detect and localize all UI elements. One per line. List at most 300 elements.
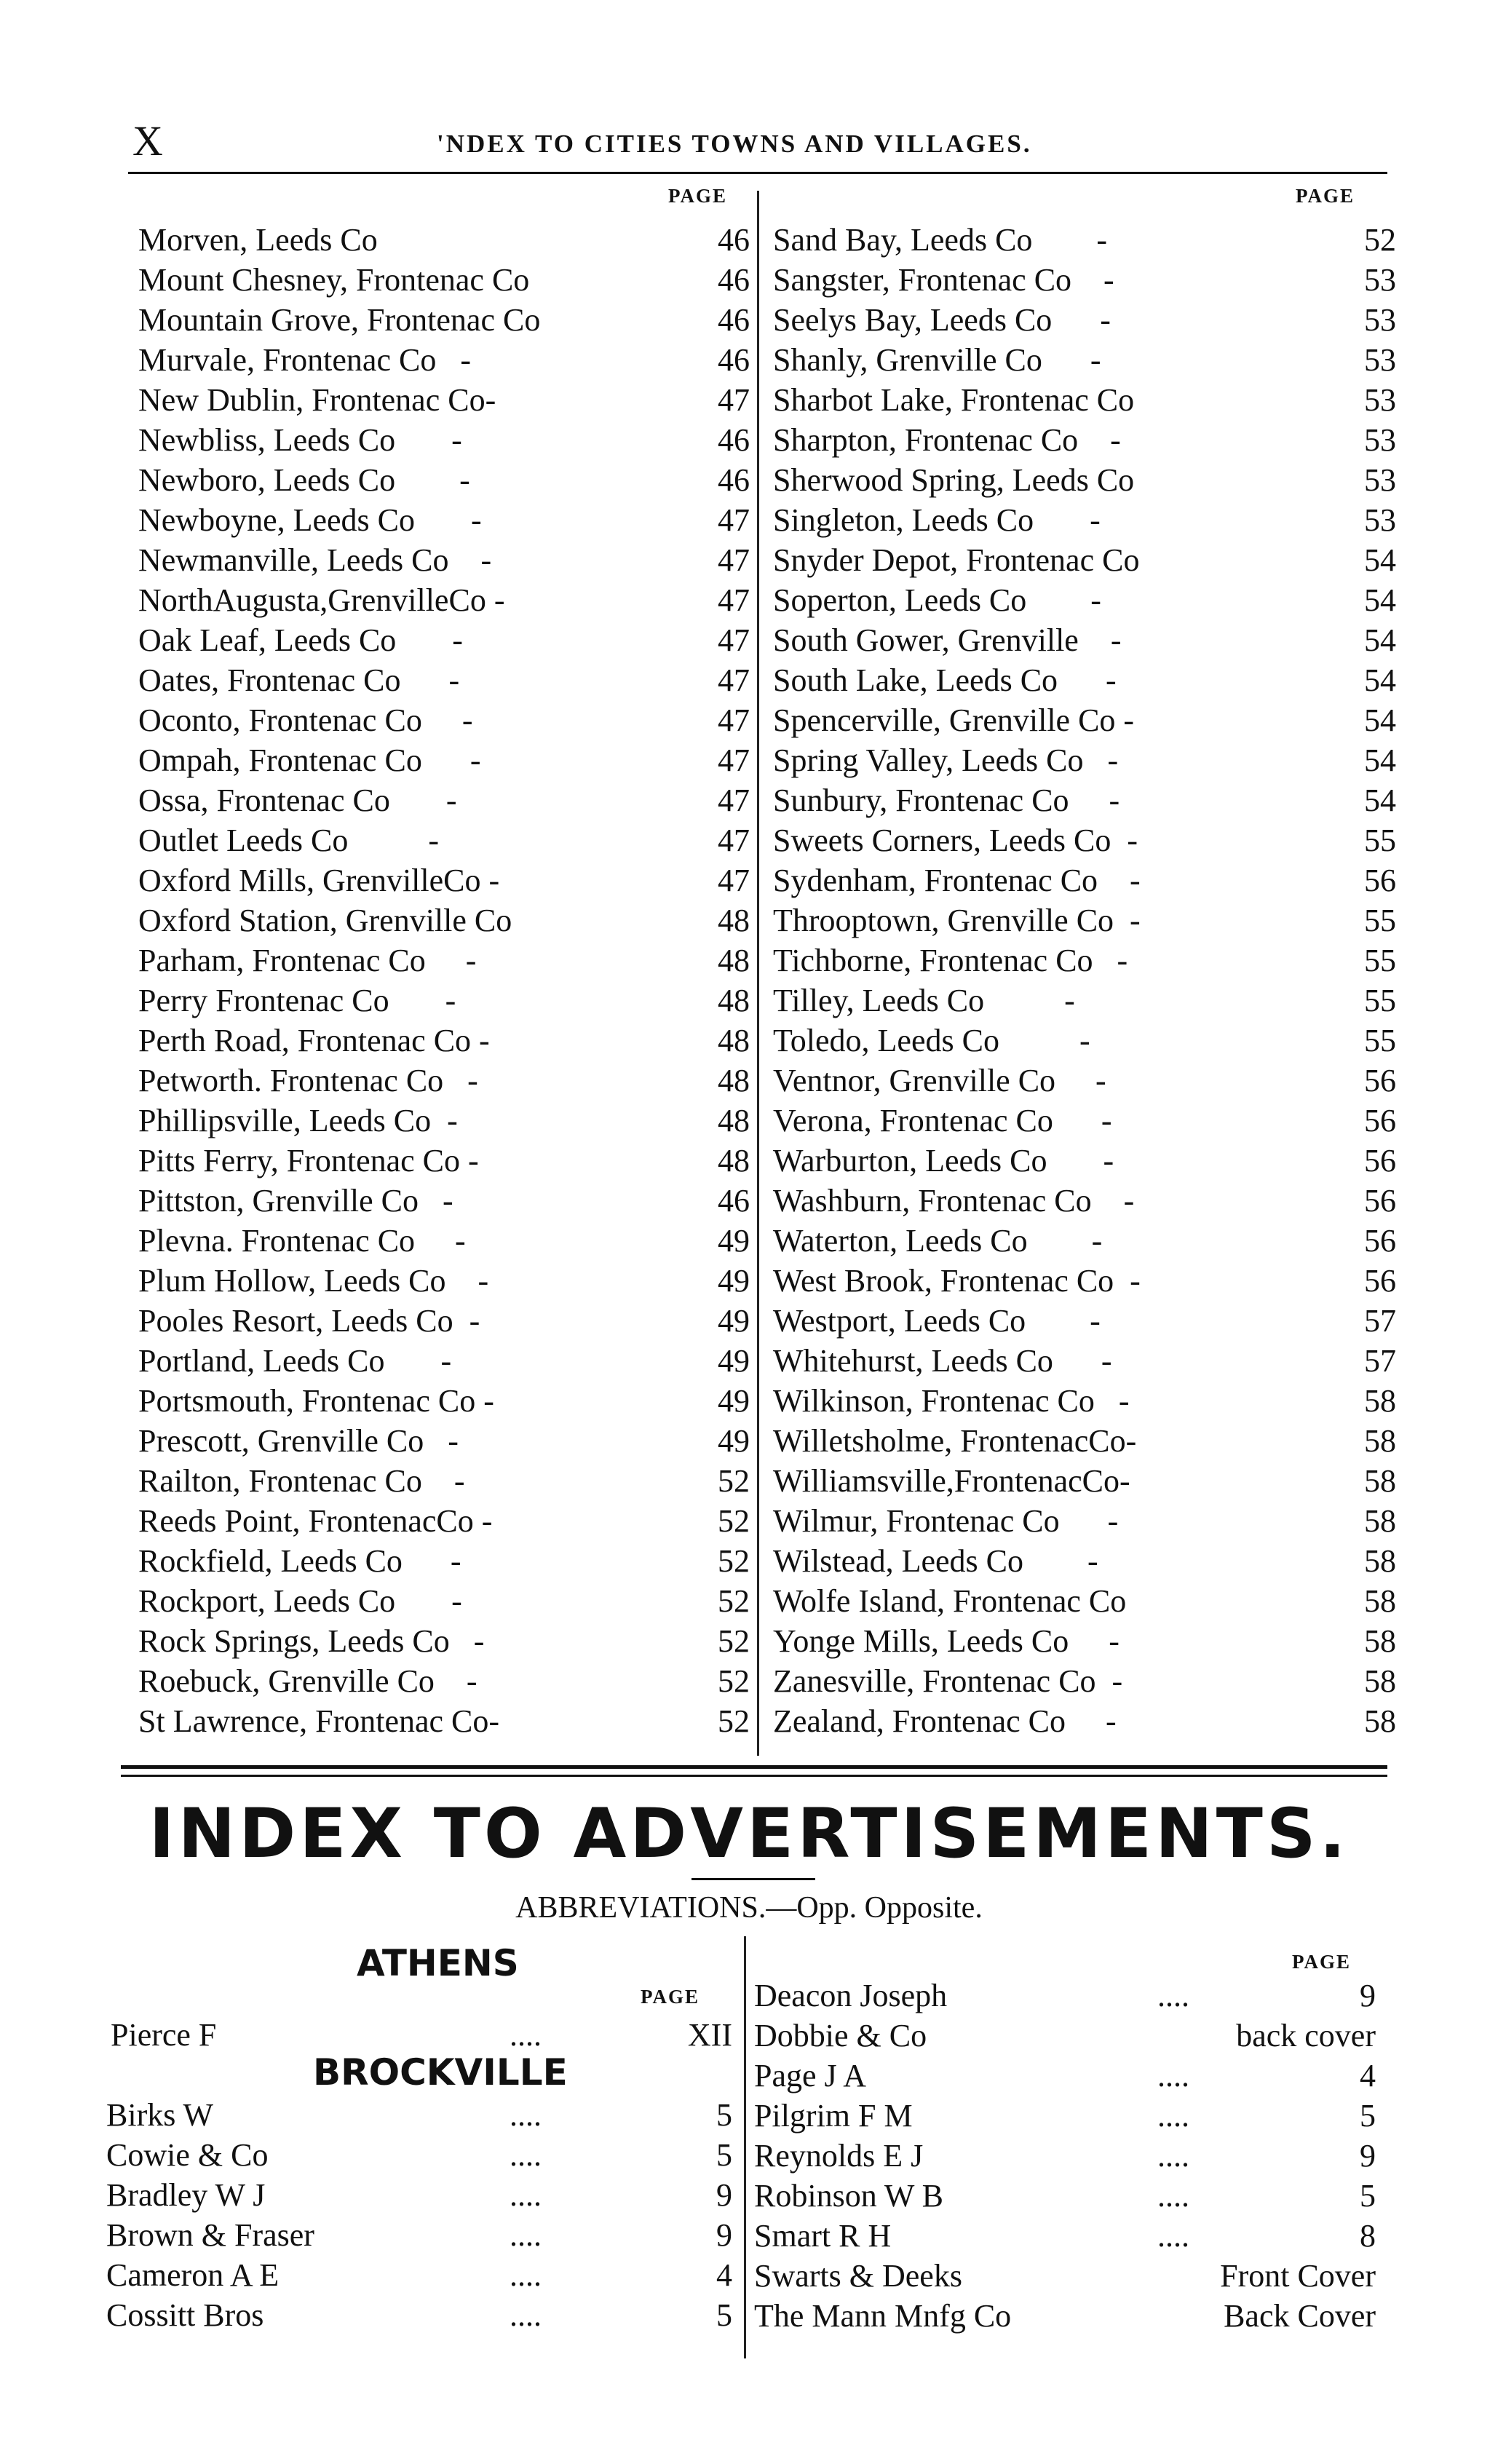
index-entry-name: Singleton, Leeds Co - — [773, 502, 1101, 538]
ads-column-divider — [744, 1936, 746, 2358]
advertiser-name: Birks W — [106, 2097, 214, 2133]
index-entry — [138, 860, 750, 900]
index-entry-name: Spencerville, Grenville Co - — [773, 702, 1135, 738]
index-entry — [773, 1661, 1396, 1701]
index-entry-name: Sydenham, Frontenac Co - — [773, 863, 1141, 898]
index-entry — [773, 1181, 1396, 1221]
index-entry-page: 52 — [718, 1663, 750, 1699]
index-entry-name: Seelys Bay, Leeds Co - — [773, 302, 1111, 338]
advertiser-entry — [106, 2255, 732, 2295]
leader-dots: .... — [510, 2217, 542, 2253]
index-entry-page: 53 — [1364, 262, 1396, 298]
advertiser-page: 9 — [716, 2177, 732, 2213]
index-entry-page: 55 — [1364, 823, 1396, 858]
index-entry — [773, 900, 1396, 940]
index-entry-name: South Lake, Leeds Co - — [773, 662, 1117, 698]
advertiser-entry — [106, 2295, 732, 2335]
advertiser-entry — [754, 2296, 1376, 2336]
index-entry-page: 49 — [718, 1223, 750, 1259]
index-entry — [138, 1101, 750, 1141]
leader-dots: .... — [1157, 2218, 1189, 2254]
advertiser-entry — [754, 2056, 1376, 2096]
index-entry-page: 47 — [718, 622, 750, 658]
index-entry — [138, 260, 750, 300]
index-entry-page: 55 — [1364, 983, 1396, 1018]
advertiser-entry — [106, 2095, 732, 2135]
index-entry-page: 47 — [718, 783, 750, 818]
double-rule-bottom — [121, 1775, 1387, 1777]
left-index-list — [138, 220, 750, 1741]
advertiser-name: Bradley W J — [106, 2177, 266, 2213]
advertiser-page: 4 — [1360, 2058, 1376, 2093]
index-entry-name: Newbliss, Leeds Co - — [138, 422, 462, 458]
advertiser-page: XII — [687, 2017, 732, 2053]
index-entry-page: 58 — [1364, 1463, 1396, 1499]
index-entry-page: 57 — [1364, 1343, 1396, 1379]
header-rule — [128, 172, 1387, 174]
index-entry — [773, 380, 1396, 420]
index-entry — [773, 340, 1396, 380]
index-entry-page: 48 — [718, 983, 750, 1018]
leader-dots: .... — [1157, 2138, 1189, 2174]
index-entry-page: 52 — [1364, 222, 1396, 258]
index-entry-name: Westport, Leeds Co - — [773, 1303, 1101, 1339]
index-entry-page: 58 — [1364, 1663, 1396, 1699]
index-entry — [138, 700, 750, 740]
index-entry — [138, 620, 750, 660]
index-entry-name: Sunbury, Frontenac Co - — [773, 783, 1120, 818]
index-entry-name: Roebuck, Grenville Co - — [138, 1663, 477, 1699]
advertiser-page: Back Cover — [1224, 2298, 1376, 2334]
index-entry — [773, 740, 1396, 780]
index-entry — [138, 740, 750, 780]
index-entry — [138, 380, 750, 420]
advertiser-page: 8 — [1360, 2218, 1376, 2254]
index-entry-page: 53 — [1364, 382, 1396, 418]
index-entry-page: 47 — [718, 863, 750, 898]
index-entry-name: Mountain Grove, Frontenac Co — [138, 302, 541, 338]
advertiser-entry — [754, 2136, 1376, 2176]
index-entry-page: 47 — [718, 742, 750, 778]
index-entry-page: 47 — [718, 502, 750, 538]
index-entry — [138, 1501, 750, 1541]
index-entry — [773, 780, 1396, 820]
index-entry — [773, 660, 1396, 700]
advertiser-entry — [754, 1976, 1376, 2016]
index-entry-page: 49 — [718, 1303, 750, 1339]
index-entry-name: Phillipsville, Leeds Co - — [138, 1103, 458, 1138]
index-entry-page: 46 — [718, 222, 750, 258]
index-entry-page: 48 — [718, 1023, 750, 1058]
leader-dots: .... — [510, 2097, 542, 2133]
index-entry-name: Shanly, Grenville Co - — [773, 342, 1101, 378]
leader-dots: .... — [1157, 2058, 1189, 2093]
index-entry-name: Spring Valley, Leeds Co - — [773, 742, 1119, 778]
index-entry — [138, 1421, 750, 1461]
index-entry-page: 56 — [1364, 1223, 1396, 1259]
index-entry-name: Rock Springs, Leeds Co - — [138, 1623, 485, 1659]
index-entry-name: New Dublin, Frontenac Co- — [138, 382, 496, 418]
index-entry — [138, 300, 750, 340]
index-entry — [138, 940, 750, 981]
advertiser-entry — [111, 2015, 732, 2055]
index-entry-name: Oak Leaf, Leeds Co - — [138, 622, 463, 658]
advertisements-heading-underline — [691, 1878, 815, 1880]
index-entry — [773, 1621, 1396, 1661]
advertiser-entry — [106, 2215, 732, 2255]
index-entry-name: Ventnor, Grenville Co - — [773, 1063, 1106, 1098]
index-entry — [138, 1701, 750, 1741]
index-entry-page: 53 — [1364, 422, 1396, 458]
index-entry-name: Portsmouth, Frontenac Co - — [138, 1383, 494, 1419]
index-entry-page: 58 — [1364, 1423, 1396, 1459]
ads-right-page-label: PAGE — [1292, 1951, 1351, 1973]
index-entry — [773, 1301, 1396, 1341]
index-entry-name: Outlet Leeds Co - — [138, 823, 440, 858]
index-entry — [773, 981, 1396, 1021]
index-entry-page: 47 — [718, 542, 750, 578]
index-entry-name: Oates, Frontenac Co - — [138, 662, 460, 698]
index-entry-name: Sharbot Lake, Frontenac Co — [773, 382, 1135, 418]
index-entry — [773, 620, 1396, 660]
index-entry-page: 49 — [718, 1423, 750, 1459]
index-entry-page: 57 — [1364, 1303, 1396, 1339]
index-entry — [773, 220, 1396, 260]
index-entry-page: 46 — [718, 1183, 750, 1219]
index-entry-page: 48 — [718, 943, 750, 978]
advertiser-entry — [754, 2216, 1376, 2256]
index-entry-name: Tilley, Leeds Co - — [773, 983, 1075, 1018]
index-entry-name: Wolfe Island, Frontenac Co — [773, 1583, 1127, 1619]
advertiser-name: Pilgrim F M — [754, 2098, 913, 2134]
index-entry-name: Waterton, Leeds Co - — [773, 1223, 1103, 1259]
page-marker: X — [132, 117, 163, 165]
index-entry-name: South Gower, Grenville - — [773, 622, 1122, 658]
leader-dots: .... — [510, 2017, 542, 2053]
index-entry-name: Perry Frontenac Co - — [138, 983, 456, 1018]
leader-dots: .... — [510, 2177, 542, 2213]
advertiser-name: Deacon Joseph — [754, 1978, 948, 2013]
index-entry-name: Newmanville, Leeds Co - — [138, 542, 492, 578]
index-entry — [138, 1621, 750, 1661]
advertiser-page: 5 — [1360, 2178, 1376, 2214]
index-entry — [138, 540, 750, 580]
index-entry-name: Rockfield, Leeds Co - — [138, 1543, 461, 1579]
index-entry-name: Ossa, Frontenac Co - — [138, 783, 457, 818]
index-entry-page: 54 — [1364, 742, 1396, 778]
index-entry — [138, 660, 750, 700]
index-entry — [773, 1461, 1396, 1501]
index-entry — [773, 1101, 1396, 1141]
index-entry-page: 52 — [718, 1623, 750, 1659]
index-entry-page: 55 — [1364, 943, 1396, 978]
index-entry-name: Throoptown, Grenville Co - — [773, 903, 1141, 938]
index-entry-page: 48 — [718, 1063, 750, 1098]
advertiser-name: The Mann Mnfg Co — [754, 2298, 1012, 2334]
index-entry-name: Sweets Corners, Leeds Co - — [773, 823, 1138, 858]
page-title: 'NDEX TO CITIES TOWNS AND VILLAGES. — [437, 130, 1032, 158]
index-entry-name: Whitehurst, Leeds Co - — [773, 1343, 1112, 1379]
index-entry-page: 58 — [1364, 1623, 1396, 1659]
index-entry — [773, 1261, 1396, 1301]
leader-dots: .... — [510, 2297, 542, 2333]
index-entry — [773, 1581, 1396, 1621]
index-entry-name: St Lawrence, Frontenac Co- — [138, 1703, 500, 1739]
index-entry — [773, 940, 1396, 981]
index-entry-page: 49 — [718, 1343, 750, 1379]
advertiser-page: back cover — [1236, 2018, 1376, 2053]
index-entry-page: 56 — [1364, 1063, 1396, 1098]
index-entry — [773, 1341, 1396, 1381]
index-entry — [773, 1021, 1396, 1061]
index-entry — [773, 260, 1396, 300]
index-entry — [138, 1141, 750, 1181]
index-entry — [138, 460, 750, 500]
index-entry — [773, 460, 1396, 500]
advertiser-page: Front Cover — [1220, 2258, 1376, 2294]
advertiser-page: 9 — [1360, 1978, 1376, 2013]
index-entry-name: Ompah, Frontenac Co - — [138, 742, 481, 778]
index-entry-page: 56 — [1364, 1143, 1396, 1178]
index-entry — [773, 580, 1396, 620]
index-entry-page: 47 — [718, 702, 750, 738]
advertiser-name: Pierce F — [111, 2017, 217, 2053]
index-entry-page: 54 — [1364, 582, 1396, 618]
leader-dots: .... — [1157, 2178, 1189, 2214]
index-entry-page: 48 — [718, 903, 750, 938]
index-entry-page: 56 — [1364, 1103, 1396, 1138]
advertiser-page: 5 — [1360, 2098, 1376, 2134]
index-entry — [138, 1301, 750, 1341]
index-entry-page: 47 — [718, 582, 750, 618]
index-entry — [773, 1221, 1396, 1261]
advertiser-name: Robinson W B — [754, 2178, 943, 2214]
advertiser-page: 4 — [716, 2257, 732, 2293]
index-entry-page: 48 — [718, 1103, 750, 1138]
index-entry-page: 54 — [1364, 622, 1396, 658]
advertiser-entry — [754, 2016, 1376, 2056]
index-entry-page: 58 — [1364, 1583, 1396, 1619]
index-entry — [138, 1541, 750, 1581]
right-index-list — [773, 220, 1396, 1741]
index-entry-page: 46 — [718, 262, 750, 298]
index-entry-page: 47 — [718, 823, 750, 858]
index-entry — [138, 1461, 750, 1501]
left-page-col-label: PAGE — [668, 185, 727, 207]
index-entry — [138, 981, 750, 1021]
index-entry — [138, 1181, 750, 1221]
index-entry — [773, 1501, 1396, 1541]
advertiser-entry — [754, 2256, 1376, 2296]
index-entry-page: 56 — [1364, 1263, 1396, 1299]
index-entry-page: 49 — [718, 1263, 750, 1299]
index-entry-name: Pooles Resort, Leeds Co - — [138, 1303, 480, 1339]
index-entry — [773, 1141, 1396, 1181]
index-entry-name: Wilmur, Frontenac Co - — [773, 1503, 1119, 1539]
index-entry-name: Oxford Station, Grenville Co — [138, 903, 512, 938]
index-entry — [138, 1581, 750, 1621]
index-entry-page: 54 — [1364, 662, 1396, 698]
index-entry-name: Reeds Point, FrontenacCo - — [138, 1503, 493, 1539]
index-entry-page: 47 — [718, 382, 750, 418]
leader-dots: .... — [510, 2257, 542, 2293]
index-entry — [138, 220, 750, 260]
index-entry-page: 52 — [718, 1463, 750, 1499]
advertiser-name: Cameron A E — [106, 2257, 280, 2293]
index-entry — [773, 700, 1396, 740]
index-entry-page: 52 — [718, 1543, 750, 1579]
index-entry — [773, 820, 1396, 860]
leader-dots: .... — [510, 2137, 542, 2173]
index-entry — [773, 1381, 1396, 1421]
index-entry-page: 58 — [1364, 1383, 1396, 1419]
advertiser-name: Swarts & Deeks — [754, 2258, 962, 2294]
index-entry — [773, 420, 1396, 460]
advertiser-entry — [754, 2176, 1376, 2216]
index-entry-name: Washburn, Frontenac Co - — [773, 1183, 1135, 1219]
index-entry — [773, 1061, 1396, 1101]
index-entry-name: Sangster, Frontenac Co - — [773, 262, 1114, 298]
index-entry — [138, 1381, 750, 1421]
advertiser-page: 5 — [716, 2297, 732, 2333]
index-entry-page: 56 — [1364, 863, 1396, 898]
index-entry-page: 53 — [1364, 502, 1396, 538]
index-entry-name: Soperton, Leeds Co - — [773, 582, 1101, 618]
index-entry-name: Portland, Leeds Co - — [138, 1343, 452, 1379]
column-divider — [757, 191, 759, 1756]
index-entry-name: Perth Road, Frontenac Co - — [138, 1023, 490, 1058]
right-page-col-label: PAGE — [1296, 185, 1355, 207]
advertiser-entry — [106, 2135, 732, 2175]
index-entry — [138, 1261, 750, 1301]
index-entry-name: Railton, Frontenac Co - — [138, 1463, 465, 1499]
section-heading-brockville: BROCKVILLE — [313, 2051, 568, 2093]
index-entry-name: Wilstead, Leeds Co - — [773, 1543, 1098, 1579]
index-entry — [773, 1541, 1396, 1581]
index-entry — [773, 1701, 1396, 1741]
index-entry-name: Warburton, Leeds Co - — [773, 1143, 1114, 1178]
index-entry-name: Pittston, Grenville Co - — [138, 1183, 453, 1219]
leader-dots: .... — [1157, 1978, 1189, 2013]
index-entry-name: Newboro, Leeds Co - — [138, 462, 470, 498]
index-entry-page: 58 — [1364, 1703, 1396, 1739]
advertiser-name: Brown & Fraser — [106, 2217, 314, 2253]
abbreviations-line: ABBREVIATIONS.—Opp. Opposite. — [515, 1891, 983, 1925]
index-entry — [773, 860, 1396, 900]
leader-dots: .... — [1157, 2098, 1189, 2134]
advertiser-page: 5 — [716, 2137, 732, 2173]
advertiser-page: 5 — [716, 2097, 732, 2133]
index-entry — [773, 1421, 1396, 1461]
index-entry-name: Murvale, Frontenac Co - — [138, 342, 471, 378]
index-entry — [138, 500, 750, 540]
index-entry-page: 54 — [1364, 783, 1396, 818]
index-entry-name: Plevna. Frontenac Co - — [138, 1223, 466, 1259]
index-entry-name: West Brook, Frontenac Co - — [773, 1263, 1141, 1299]
index-entry — [773, 540, 1396, 580]
index-entry — [138, 1061, 750, 1101]
index-entry-page: 55 — [1364, 903, 1396, 938]
index-entry-name: Toledo, Leeds Co - — [773, 1023, 1090, 1058]
index-entry — [138, 900, 750, 940]
index-entry-page: 49 — [718, 1383, 750, 1419]
index-entry-page: 53 — [1364, 462, 1396, 498]
index-entry-name: Plum Hollow, Leeds Co - — [138, 1263, 489, 1299]
ads-left-page-label: PAGE — [641, 1986, 700, 2008]
index-entry-name: Pitts Ferry, Frontenac Co - — [138, 1143, 479, 1178]
index-entry-name: Sharpton, Frontenac Co - — [773, 422, 1121, 458]
index-entry-page: 53 — [1364, 342, 1396, 378]
index-entry — [138, 340, 750, 380]
index-entry-name: Parham, Frontenac Co - — [138, 943, 477, 978]
index-entry — [773, 500, 1396, 540]
index-entry — [138, 1221, 750, 1261]
advertiser-entry — [754, 2096, 1376, 2136]
advertiser-name: Reynolds E J — [754, 2138, 924, 2174]
index-entry-page: 46 — [718, 422, 750, 458]
advertiser-name: Smart R H — [754, 2218, 892, 2254]
index-entry-name: Zanesville, Frontenac Co - — [773, 1663, 1123, 1699]
index-entry-name: Snyder Depot, Frontenac Co — [773, 542, 1140, 578]
index-entry-name: Wilkinson, Frontenac Co - — [773, 1383, 1130, 1419]
index-entry-name: Morven, Leeds Co — [138, 222, 378, 258]
index-entry-name: Zealand, Frontenac Co - — [773, 1703, 1117, 1739]
index-entry-page: 56 — [1364, 1183, 1396, 1219]
index-entry-name: Rockport, Leeds Co - — [138, 1583, 462, 1619]
index-entry-page: 58 — [1364, 1503, 1396, 1539]
index-entry-name: Oxford Mills, GrenvilleCo - — [138, 863, 500, 898]
advertiser-page: 9 — [716, 2217, 732, 2253]
index-entry-name: Mount Chesney, Frontenac Co — [138, 262, 530, 298]
index-entry-name: Oconto, Frontenac Co - — [138, 702, 473, 738]
index-entry — [138, 1021, 750, 1061]
advertiser-name: Cowie & Co — [106, 2137, 269, 2173]
index-entry-page: 46 — [718, 302, 750, 338]
index-entry-page: 52 — [718, 1503, 750, 1539]
index-entry — [773, 300, 1396, 340]
index-entry — [138, 420, 750, 460]
section-heading-athens: ATHENS — [357, 1942, 519, 1984]
advertiser-name: Page J A — [754, 2058, 866, 2093]
index-entry-name: NorthAugusta,GrenvilleCo - — [138, 582, 505, 618]
index-entry — [138, 1341, 750, 1381]
advertiser-name: Cossitt Bros — [106, 2297, 264, 2333]
index-entry-page: 47 — [718, 662, 750, 698]
index-entry-name: Yonge Mills, Leeds Co - — [773, 1623, 1119, 1659]
advertiser-name: Dobbie & Co — [754, 2018, 927, 2053]
index-entry-name: Petworth. Frontenac Co - — [138, 1063, 478, 1098]
index-entry-name: Sherwood Spring, Leeds Co — [773, 462, 1135, 498]
double-rule-top — [121, 1765, 1387, 1769]
index-entry-name: Prescott, Grenville Co - — [138, 1423, 459, 1459]
index-entry — [138, 1661, 750, 1701]
index-entry-page: 52 — [718, 1583, 750, 1619]
index-entry-page: 54 — [1364, 542, 1396, 578]
index-entry-page: 46 — [718, 342, 750, 378]
index-entry-name: Williamsville,FrontenacCo- — [773, 1463, 1130, 1499]
index-entry-name: Tichborne, Frontenac Co - — [773, 943, 1128, 978]
advertisements-heading: INDEX TO ADVERTISEMENTS. — [148, 1794, 1350, 1874]
index-entry-page: 53 — [1364, 302, 1396, 338]
index-entry — [138, 820, 750, 860]
index-entry-name: Verona, Frontenac Co - — [773, 1103, 1112, 1138]
index-entry-page: 52 — [718, 1703, 750, 1739]
index-entry-name: Sand Bay, Leeds Co - — [773, 222, 1108, 258]
index-entry-page: 46 — [718, 462, 750, 498]
index-entry — [138, 780, 750, 820]
index-entry-page: 48 — [718, 1143, 750, 1178]
advertiser-page: 9 — [1360, 2138, 1376, 2174]
